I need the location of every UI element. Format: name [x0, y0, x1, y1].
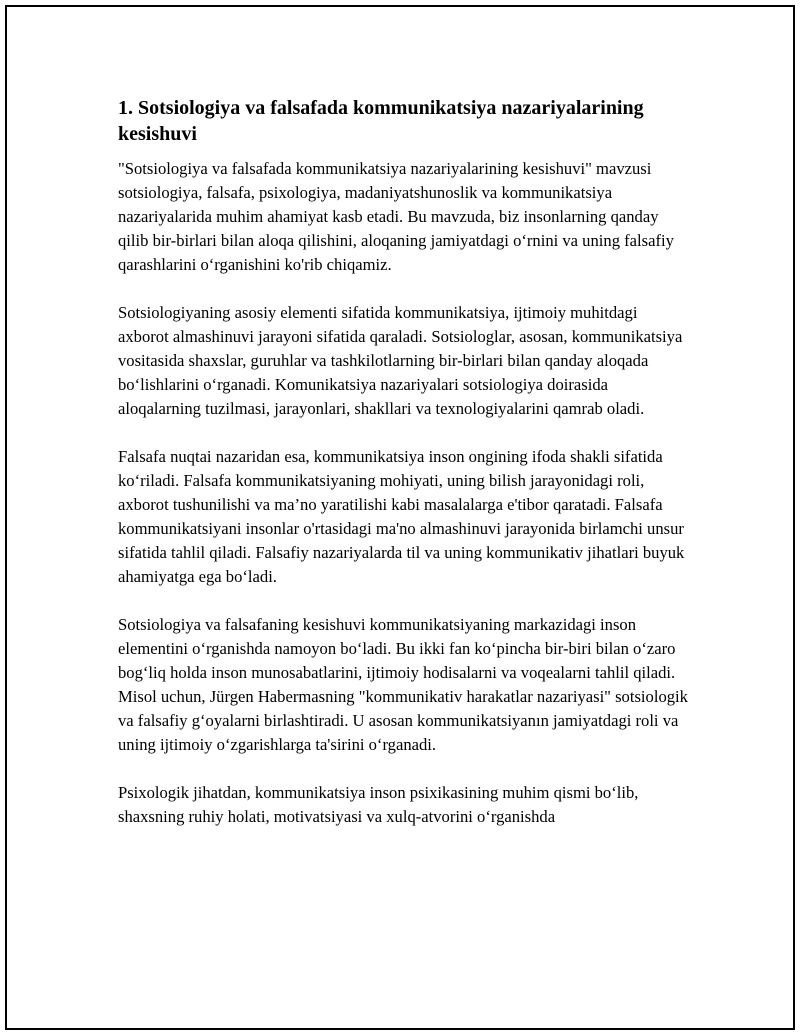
paragraph-psychology: Psixologik jihatdan, kommunikatsiya inson psixikasining muhim qismi bo‘lib, shaxsning ruhiy holati, motivatsiyasi va xulq-atvorini o‘rganishda [118, 783, 639, 826]
section-heading: 1. Sotsiologiya va falsafada kommunikatsiya nazariyalarining kesishuvi [118, 97, 644, 145]
document-body [118, 95, 690, 853]
paragraph-intersection: Sotsiologiya va falsafaning kesishuvi kommunikatsiyaning markazidagi inson elementini o‘rganishda namoyon bo‘ladi. Bu ikki fan ko‘pincha bir-biri bilan o‘zaro bog‘liq holda inson munosabatlarini, ijtimoiy hodisalarni va voqealarni tahlil qiladi. Misol uchun, Jürgen Habermasning "kommunikativ harakatlar nazariyasi" sotsiologik va falsafiy g‘oyalarni birlashtiradi. U asosan kommunikatsiyanın jamiyatdagi roli va uning ijtimoiy o‘zgarishlarga ta'sirini o‘rganadi. [118, 615, 688, 754]
paragraph-sociology: Sotsiologiyaning asosiy elementi sifatida kommunikatsiya, ijtimoiy muhitdagi axborot almashinuvi jarayoni sifatida qaraladi. Sotsiologlar, asosan, kommunikatsiya vositasida shaxslar, guruhlar va tashkilotlarning bir-birlari bilan qanday aloqada bo‘lishlarini o‘rganadi. Komunikatsiya nazariyalari sotsiologiya doirasida aloqalarning tuzilmasi, jarayonlari, shakllari va texnologiyalarini qamrab oladi. [118, 303, 683, 418]
paragraph-philosophy: Falsafa nuqtai nazaridan esa, kommunikatsiya inson ongining ifoda shakli sifatida ko‘riladi. Falsafa kommunikatsiyaning mohiyati, uning bilish jarayonidagi roli, axborot tushunilishi va ma’no yaratilishi kabi masalalarga e'tibor qaratadi. Falsafa kommunikatsiyani insonlar o'rtasidagi ma'no almashinuvi jarayonida birlamchi unsur sifatida tahlil qiladi. Falsafiy nazariyalarda til va uning kommunikativ jihatlari buyuk ahamiyatga ega bo‘ladi. [118, 447, 685, 586]
paragraph-intro: "Sotsiologiya va falsafada kommunikatsiya nazariyalarining kesishuvi" mavzusi sotsiologiya, falsafa, psixologiya, madaniyatshunoslik va kommunikatsiya nazariyalarida muhim ahamiyat kasb etadi. Bu mavzuda, biz insonlarning qanday qilib bir-birlari bilan aloqa qilishini, aloqaning jamiyatdagi o‘rnini va uning falsafiy qarashlarini o‘rganishini ko'rib chiqamiz. [118, 159, 674, 274]
